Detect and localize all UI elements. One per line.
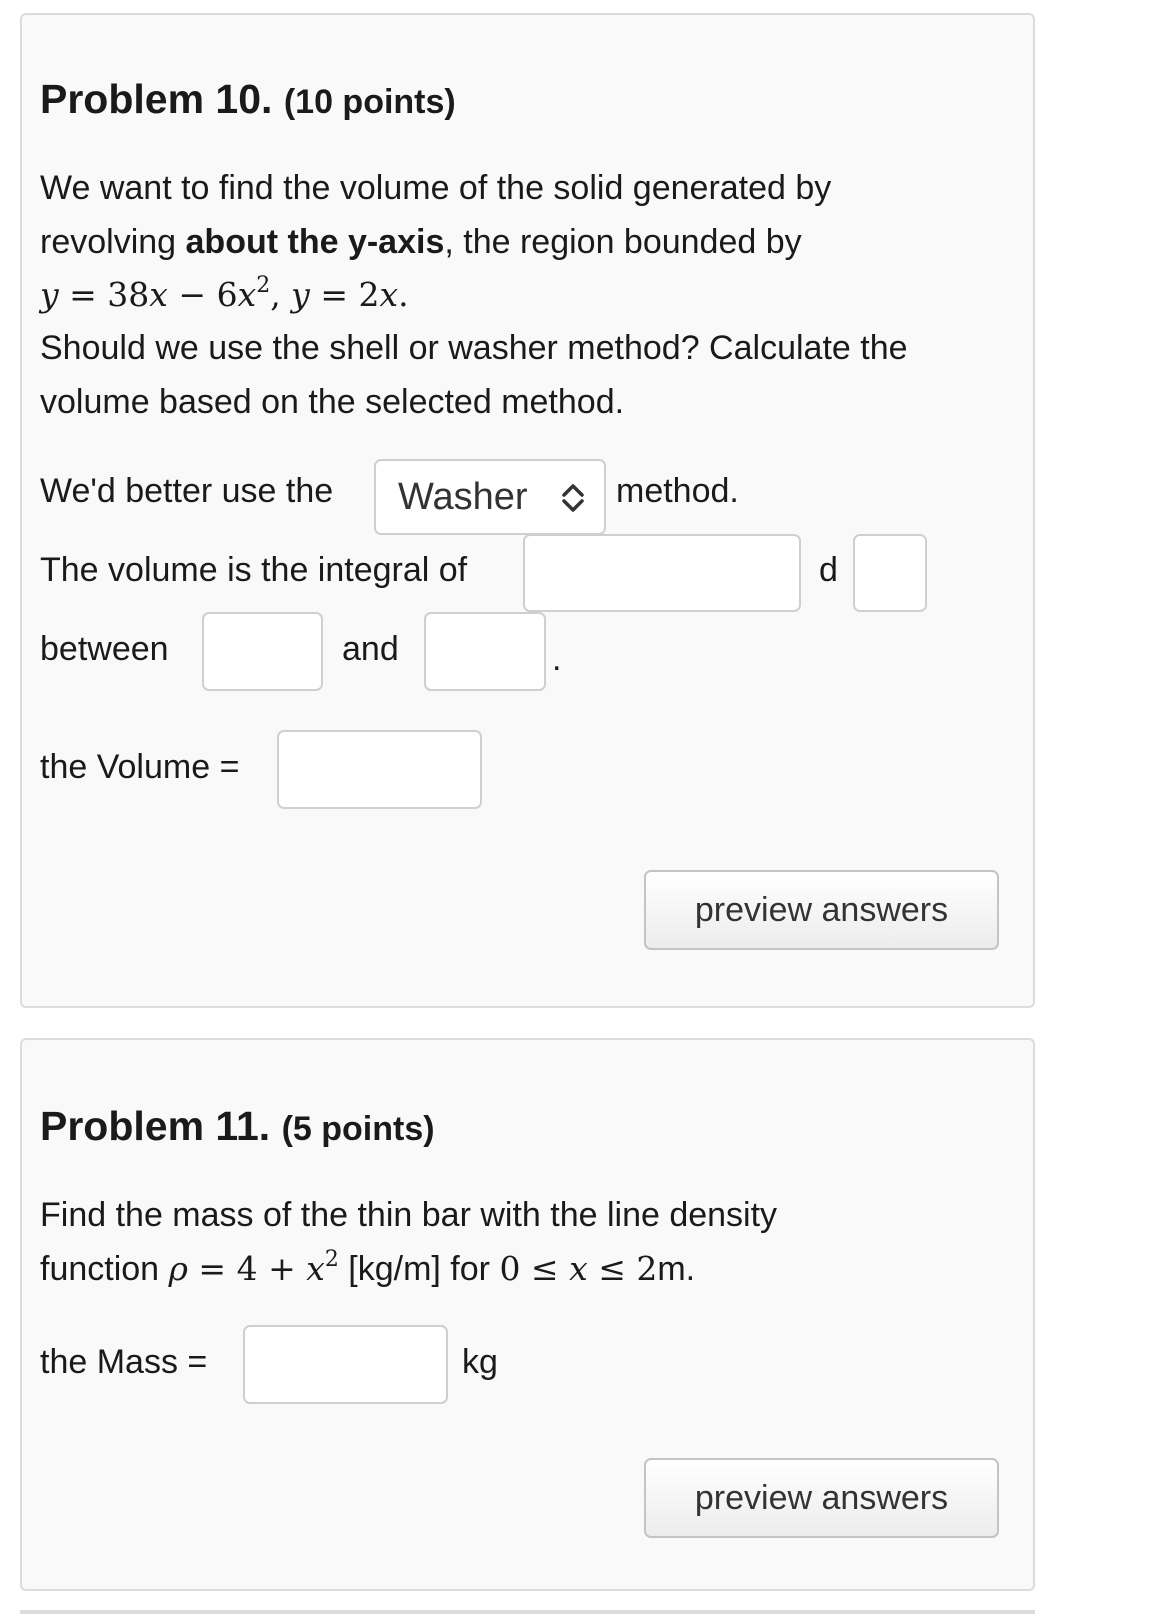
- statement-bold-axis: about the y-axis: [185, 223, 445, 261]
- statement-line-2: [40, 215, 1020, 269]
- eq-dot: .: [398, 275, 409, 314]
- statement-line-1: We want to find the volume of the solid generated by: [40, 169, 832, 207]
- lower-bound-input[interactable]: [202, 612, 323, 691]
- eq-2: 2: [358, 275, 380, 314]
- range-x: x: [569, 1249, 588, 1288]
- eq-y1: y: [40, 275, 59, 314]
- density-4: 4: [236, 1249, 258, 1288]
- range-2: 2: [636, 1249, 658, 1288]
- range-le-2: ≤: [587, 1249, 637, 1288]
- problem-10-points: (10 points): [283, 83, 456, 121]
- rho-symbol: ρ: [168, 1249, 188, 1288]
- eq-38: 38: [107, 275, 150, 314]
- density-plus: +: [257, 1249, 307, 1288]
- mass-input[interactable]: [243, 1325, 448, 1404]
- problem-10-statement: [40, 161, 1020, 429]
- eq-x1: x: [149, 275, 168, 314]
- chevron-up-down-icon: [560, 481, 586, 515]
- question-line-2: volume based on the selected method.: [40, 383, 625, 421]
- problem-11-card: [20, 1038, 1035, 1591]
- eq-separator: ,: [270, 275, 292, 314]
- density-exponent: 2: [324, 1247, 339, 1272]
- preview-answers-button[interactable]: preview answers: [644, 1458, 999, 1538]
- problem-11-points: (5 points): [281, 1110, 435, 1148]
- eq-equals: =: [58, 275, 108, 314]
- eq-y2: y: [291, 275, 310, 314]
- range-le-1: ≤: [520, 1249, 570, 1288]
- statement-text: , the region bounded by: [444, 223, 802, 261]
- density-unit: [kg/m] for: [338, 1250, 500, 1288]
- eq-minus: −: [167, 275, 217, 314]
- problem-11-title: Problem 11.: [40, 1103, 271, 1149]
- kg-label: kg: [462, 1343, 498, 1381]
- range-0: 0: [499, 1249, 521, 1288]
- problem-10-card: [20, 13, 1035, 1008]
- method-select-value: Washer: [398, 475, 528, 518]
- differential-label: d: [819, 551, 838, 589]
- and-label: and: [342, 630, 399, 668]
- variable-input[interactable]: [853, 534, 927, 612]
- density-line: [40, 1242, 1020, 1296]
- method-select[interactable]: [374, 459, 606, 535]
- mass-label: the Mass =: [40, 1343, 208, 1381]
- density-equals: =: [187, 1249, 237, 1288]
- problem-11-statement: [40, 1188, 1020, 1296]
- volume-input[interactable]: [277, 730, 482, 809]
- density-x: x: [306, 1249, 325, 1288]
- eq-6: 6: [216, 275, 238, 314]
- statement-line-1: Find the mass of the thin bar with the line density: [40, 1196, 778, 1234]
- eq-x3: x: [379, 275, 399, 314]
- problem-11-heading: [40, 1103, 435, 1149]
- question-line-1: Should we use the shell or washer method? Calculate the: [40, 329, 908, 367]
- problem-10-title: Problem 10.: [40, 76, 273, 122]
- volume-label: the Volume =: [40, 748, 240, 786]
- between-label: between: [40, 630, 169, 668]
- problem-10-heading: [40, 76, 456, 122]
- eq-x2: x: [237, 275, 257, 314]
- density-prefix: function: [40, 1250, 169, 1288]
- statement-text: revolving: [40, 223, 186, 261]
- upper-bound-input[interactable]: [424, 612, 546, 691]
- preview-answers-button[interactable]: preview answers: [644, 870, 999, 950]
- integral-label: The volume is the integral of: [40, 551, 468, 589]
- method-suffix-label: method.: [616, 472, 739, 510]
- equation-line: [40, 269, 1020, 321]
- eq-equals-2: =: [309, 275, 359, 314]
- eq-exponent: 2: [256, 273, 271, 298]
- range-unit: m.: [657, 1250, 696, 1288]
- method-prefix-label: We'd better use the: [40, 472, 334, 510]
- integrand-input[interactable]: [523, 534, 801, 612]
- period-label: .: [552, 640, 562, 678]
- next-card-edge: [20, 1610, 1035, 1614]
